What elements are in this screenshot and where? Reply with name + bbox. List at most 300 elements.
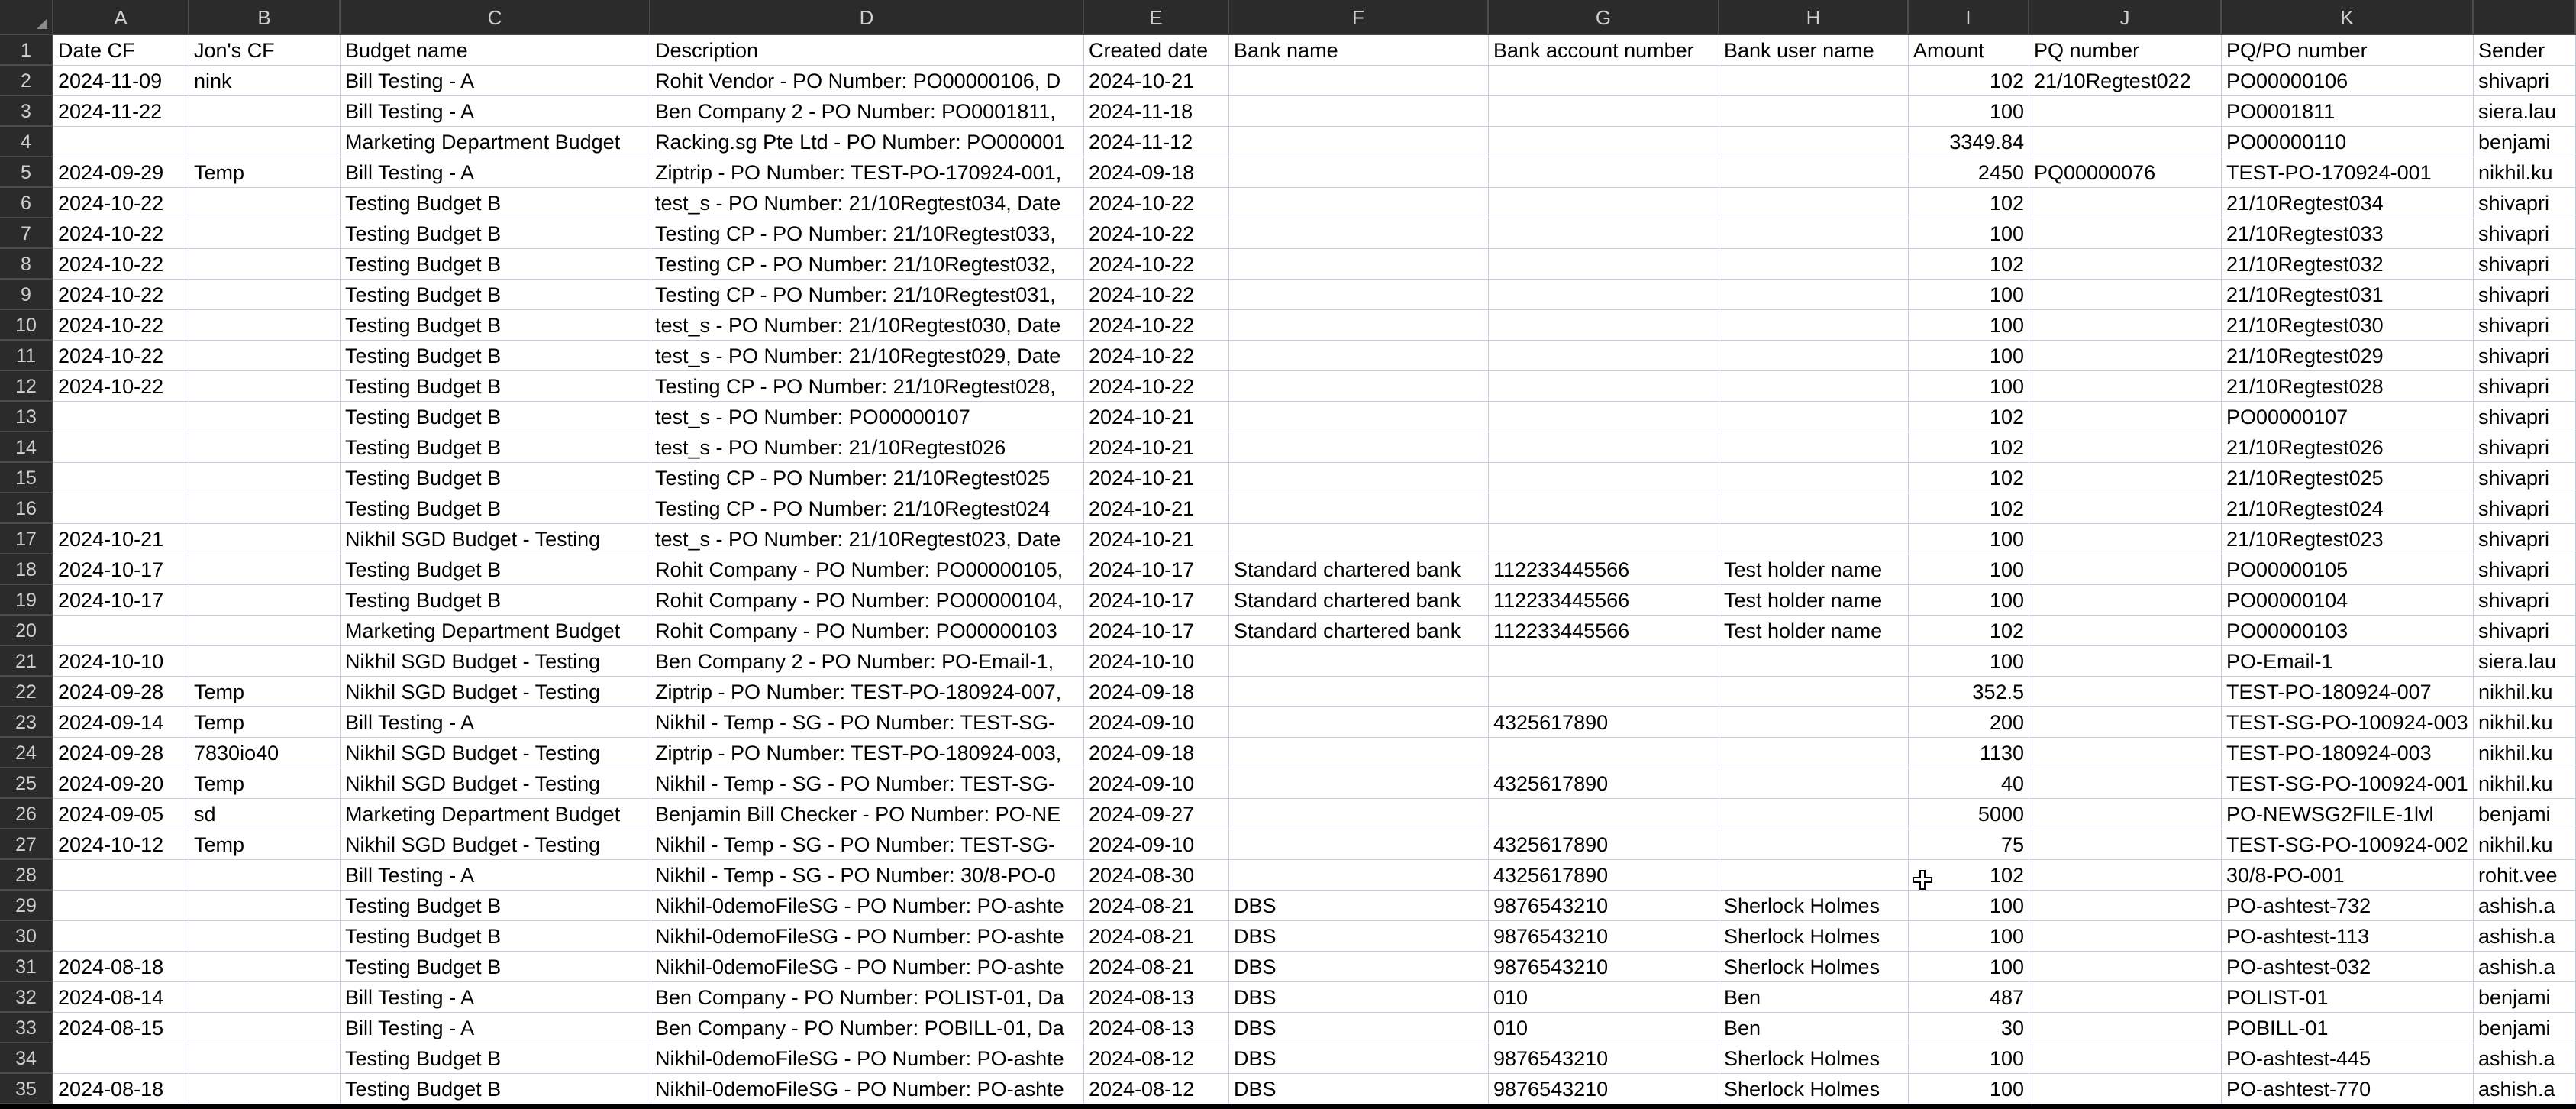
table-cell[interactable]: PO00000106: [2222, 66, 2474, 96]
table-cell[interactable]: PO00000103: [2222, 616, 2474, 646]
table-cell[interactable]: [1719, 402, 1909, 432]
table-cell[interactable]: 2024-08-15: [53, 1013, 189, 1043]
table-cell[interactable]: 2024-08-21: [1084, 921, 1229, 952]
row-header[interactable]: 27: [0, 829, 53, 860]
table-cell[interactable]: Ben Company 2 - PO Number: PO0001811,: [650, 96, 1084, 127]
table-cell[interactable]: siera.lau: [2474, 646, 2576, 677]
table-cell[interactable]: 2024-11-09: [53, 66, 189, 96]
table-cell[interactable]: [1229, 127, 1489, 157]
table-cell[interactable]: Nikhil SGD Budget - Testing: [341, 738, 650, 768]
table-cell[interactable]: [2029, 280, 2222, 310]
table-cell[interactable]: [2029, 860, 2222, 891]
table-cell[interactable]: Ben Company - PO Number: POBILL-01, Da: [650, 1013, 1084, 1043]
table-cell[interactable]: 100: [1909, 524, 2029, 554]
table-cell[interactable]: nikhil.ku: [2474, 677, 2576, 707]
table-cell[interactable]: shivapri: [2474, 310, 2576, 341]
header-cell[interactable]: Bank name: [1229, 35, 1489, 66]
header-cell[interactable]: Date CF: [53, 35, 189, 66]
table-cell[interactable]: Sherlock Holmes: [1719, 952, 1909, 982]
table-cell[interactable]: ashish.a: [2474, 952, 2576, 982]
table-cell[interactable]: test_s - PO Number: 21/10Regtest023, Date: [650, 524, 1084, 554]
table-cell[interactable]: [1489, 799, 1719, 829]
row-header[interactable]: 17: [0, 524, 53, 554]
table-cell[interactable]: Ben: [1719, 1013, 1909, 1043]
table-cell[interactable]: [1489, 157, 1719, 188]
table-cell[interactable]: [1719, 280, 1909, 310]
table-cell[interactable]: Temp: [189, 157, 341, 188]
row-header[interactable]: 9: [0, 280, 53, 310]
table-cell[interactable]: [2029, 371, 2222, 402]
table-cell[interactable]: shivapri: [2474, 432, 2576, 463]
table-cell[interactable]: 102: [1909, 463, 2029, 493]
table-cell[interactable]: [1229, 738, 1489, 768]
table-cell[interactable]: Nikhil SGD Budget - Testing: [341, 829, 650, 860]
table-cell[interactable]: ashish.a: [2474, 1074, 2576, 1104]
table-cell[interactable]: [1489, 677, 1719, 707]
table-cell[interactable]: 2024-10-22: [53, 371, 189, 402]
table-cell[interactable]: 2024-10-17: [53, 585, 189, 616]
table-cell[interactable]: [1489, 738, 1719, 768]
table-cell[interactable]: Nikhil - Temp - SG - PO Number: TEST-SG-: [650, 768, 1084, 799]
table-cell[interactable]: 30/8-PO-001: [2222, 860, 2474, 891]
column-header-h[interactable]: H: [1719, 0, 1909, 35]
table-cell[interactable]: Ziptrip - PO Number: TEST-PO-180924-003,: [650, 738, 1084, 768]
table-cell[interactable]: [1229, 677, 1489, 707]
table-cell[interactable]: 100: [1909, 891, 2029, 921]
table-cell[interactable]: 2024-09-14: [53, 707, 189, 738]
table-cell[interactable]: Testing Budget B: [341, 891, 650, 921]
header-cell[interactable]: Jon's CF: [189, 35, 341, 66]
table-cell[interactable]: TEST-PO-170924-001: [2222, 157, 2474, 188]
table-cell[interactable]: 3349.84: [1909, 127, 2029, 157]
table-cell[interactable]: ashish.a: [2474, 891, 2576, 921]
table-cell[interactable]: [53, 493, 189, 524]
table-cell[interactable]: 100: [1909, 1074, 2029, 1104]
table-cell[interactable]: shivapri: [2474, 341, 2576, 371]
table-cell[interactable]: [1489, 96, 1719, 127]
table-cell[interactable]: Testing Budget B: [341, 402, 650, 432]
table-cell[interactable]: 2024-10-22: [53, 188, 189, 218]
header-cell[interactable]: PQ/PO number: [2222, 35, 2474, 66]
table-cell[interactable]: 2024-10-17: [53, 554, 189, 585]
table-cell[interactable]: [1229, 493, 1489, 524]
table-cell[interactable]: [189, 280, 341, 310]
table-cell[interactable]: [1719, 249, 1909, 280]
table-cell[interactable]: 2024-10-21: [53, 524, 189, 554]
table-cell[interactable]: [1489, 310, 1719, 341]
table-cell[interactable]: Sherlock Holmes: [1719, 1043, 1909, 1074]
table-cell[interactable]: 102: [1909, 616, 2029, 646]
table-cell[interactable]: 21/10Regtest030: [2222, 310, 2474, 341]
table-cell[interactable]: DBS: [1229, 1074, 1489, 1104]
table-cell[interactable]: 352.5: [1909, 677, 2029, 707]
table-cell[interactable]: 2024-10-22: [53, 249, 189, 280]
table-cell[interactable]: [2029, 829, 2222, 860]
table-cell[interactable]: [189, 1074, 341, 1104]
table-cell[interactable]: 100: [1909, 310, 2029, 341]
table-cell[interactable]: 2024-09-29: [53, 157, 189, 188]
table-cell[interactable]: Rohit Company - PO Number: PO00000103: [650, 616, 1084, 646]
table-cell[interactable]: 2024-10-21: [1084, 66, 1229, 96]
table-cell[interactable]: [1489, 188, 1719, 218]
table-cell[interactable]: [2029, 1074, 2222, 1104]
table-cell[interactable]: [2029, 493, 2222, 524]
table-cell[interactable]: [189, 891, 341, 921]
table-cell[interactable]: Nikhil-0demoFileSG - PO Number: PO-ashte: [650, 921, 1084, 952]
table-cell[interactable]: 2024-10-22: [53, 310, 189, 341]
row-header[interactable]: 29: [0, 891, 53, 921]
table-cell[interactable]: Bill Testing - A: [341, 707, 650, 738]
table-cell[interactable]: 100: [1909, 280, 2029, 310]
table-cell[interactable]: [2029, 585, 2222, 616]
row-header[interactable]: 31: [0, 952, 53, 982]
table-cell[interactable]: 2024-09-10: [1084, 768, 1229, 799]
table-cell[interactable]: 2024-10-22: [1084, 280, 1229, 310]
column-header-d[interactable]: D: [650, 0, 1084, 35]
table-cell[interactable]: 010: [1489, 982, 1719, 1013]
table-cell[interactable]: [1719, 707, 1909, 738]
table-cell[interactable]: [189, 341, 341, 371]
table-cell[interactable]: Sherlock Holmes: [1719, 921, 1909, 952]
table-cell[interactable]: benjami: [2474, 127, 2576, 157]
table-cell[interactable]: [189, 554, 341, 585]
table-cell[interactable]: [1719, 493, 1909, 524]
table-cell[interactable]: 2024-08-13: [1084, 982, 1229, 1013]
table-cell[interactable]: [189, 402, 341, 432]
table-cell[interactable]: ashish.a: [2474, 1043, 2576, 1074]
table-cell[interactable]: shivapri: [2474, 371, 2576, 402]
column-header-l[interactable]: [2474, 0, 2576, 35]
table-cell[interactable]: 2024-10-22: [1084, 218, 1229, 249]
table-cell[interactable]: Marketing Department Budget: [341, 127, 650, 157]
table-cell[interactable]: Nikhil - Temp - SG - PO Number: 30/8-PO-0: [650, 860, 1084, 891]
table-cell[interactable]: [189, 371, 341, 402]
table-cell[interactable]: shivapri: [2474, 524, 2576, 554]
table-cell[interactable]: 2024-08-21: [1084, 891, 1229, 921]
table-cell[interactable]: 40: [1909, 768, 2029, 799]
table-cell[interactable]: 9876543210: [1489, 1074, 1719, 1104]
table-cell[interactable]: 102: [1909, 188, 2029, 218]
table-cell[interactable]: [1719, 96, 1909, 127]
table-cell[interactable]: [2029, 127, 2222, 157]
row-header[interactable]: 14: [0, 432, 53, 463]
table-cell[interactable]: Rohit Company - PO Number: PO00000105,: [650, 554, 1084, 585]
row-header[interactable]: 3: [0, 96, 53, 127]
table-cell[interactable]: 21/10Regtest034: [2222, 188, 2474, 218]
table-cell[interactable]: [1719, 371, 1909, 402]
table-cell[interactable]: 102: [1909, 249, 2029, 280]
table-cell[interactable]: 2024-10-22: [53, 280, 189, 310]
table-cell[interactable]: [2029, 554, 2222, 585]
header-cell[interactable]: Bank account number: [1489, 35, 1719, 66]
select-all-corner[interactable]: [0, 0, 53, 35]
table-cell[interactable]: Nikhil - Temp - SG - PO Number: TEST-SG-: [650, 707, 1084, 738]
table-cell[interactable]: [2029, 738, 2222, 768]
table-cell[interactable]: [2029, 310, 2222, 341]
table-cell[interactable]: 100: [1909, 371, 2029, 402]
header-cell[interactable]: Description: [650, 35, 1084, 66]
table-cell[interactable]: Testing Budget B: [341, 463, 650, 493]
table-cell[interactable]: test_s - PO Number: 21/10Regtest026: [650, 432, 1084, 463]
table-cell[interactable]: [2029, 616, 2222, 646]
table-cell[interactable]: test_s - PO Number: PO00000107: [650, 402, 1084, 432]
table-cell[interactable]: shivapri: [2474, 585, 2576, 616]
table-cell[interactable]: 100: [1909, 585, 2029, 616]
table-cell[interactable]: 2024-11-12: [1084, 127, 1229, 157]
table-cell[interactable]: [189, 1043, 341, 1074]
table-cell[interactable]: [2029, 768, 2222, 799]
table-cell[interactable]: shivapri: [2474, 616, 2576, 646]
table-cell[interactable]: Rohit Company - PO Number: PO00000104,: [650, 585, 1084, 616]
table-cell[interactable]: [1229, 66, 1489, 96]
table-cell[interactable]: shivapri: [2474, 66, 2576, 96]
table-cell[interactable]: 2024-10-21: [1084, 493, 1229, 524]
column-header-j[interactable]: J: [2029, 0, 2222, 35]
table-cell[interactable]: 9876543210: [1489, 952, 1719, 982]
table-cell[interactable]: [2029, 982, 2222, 1013]
table-cell[interactable]: Testing CP - PO Number: 21/10Regtest032,: [650, 249, 1084, 280]
table-cell[interactable]: 112233445566: [1489, 616, 1719, 646]
table-cell[interactable]: PO-ashtest-445: [2222, 1043, 2474, 1074]
table-cell[interactable]: [1719, 310, 1909, 341]
header-cell[interactable]: Amount: [1909, 35, 2029, 66]
table-cell[interactable]: Racking.sg Pte Ltd - PO Number: PO000001: [650, 127, 1084, 157]
table-cell[interactable]: [1719, 860, 1909, 891]
table-cell[interactable]: 2024-10-22: [1084, 310, 1229, 341]
table-cell[interactable]: [189, 249, 341, 280]
table-cell[interactable]: DBS: [1229, 982, 1489, 1013]
table-cell[interactable]: POBILL-01: [2222, 1013, 2474, 1043]
table-cell[interactable]: [189, 860, 341, 891]
table-cell[interactable]: Temp: [189, 829, 341, 860]
table-cell[interactable]: 1130: [1909, 738, 2029, 768]
table-cell[interactable]: PO00000104: [2222, 585, 2474, 616]
table-cell[interactable]: [1229, 96, 1489, 127]
table-cell[interactable]: PO00000107: [2222, 402, 2474, 432]
table-cell[interactable]: 2024-10-22: [1084, 371, 1229, 402]
table-cell[interactable]: 2024-09-20: [53, 768, 189, 799]
table-cell[interactable]: Testing Budget B: [341, 493, 650, 524]
table-cell[interactable]: 487: [1909, 982, 2029, 1013]
table-cell[interactable]: [1229, 157, 1489, 188]
table-cell[interactable]: [1229, 463, 1489, 493]
table-cell[interactable]: Nikhil-0demoFileSG - PO Number: PO-ashte: [650, 952, 1084, 982]
table-cell[interactable]: shivapri: [2474, 402, 2576, 432]
table-cell[interactable]: 21/10Regtest025: [2222, 463, 2474, 493]
row-header[interactable]: 20: [0, 616, 53, 646]
table-cell[interactable]: Marketing Department Budget: [341, 616, 650, 646]
table-cell[interactable]: benjami: [2474, 1013, 2576, 1043]
table-cell[interactable]: 2024-10-21: [1084, 524, 1229, 554]
table-cell[interactable]: [2029, 249, 2222, 280]
table-cell[interactable]: Nikhil SGD Budget - Testing: [341, 768, 650, 799]
table-cell[interactable]: [2029, 646, 2222, 677]
row-header[interactable]: 2: [0, 66, 53, 96]
table-cell[interactable]: [1489, 341, 1719, 371]
table-cell[interactable]: [1719, 127, 1909, 157]
table-cell[interactable]: PO00000105: [2222, 554, 2474, 585]
table-cell[interactable]: Testing Budget B: [341, 371, 650, 402]
table-cell[interactable]: Testing Budget B: [341, 921, 650, 952]
table-cell[interactable]: 21/10Regtest031: [2222, 280, 2474, 310]
table-cell[interactable]: 2024-08-18: [53, 952, 189, 982]
table-cell[interactable]: PO-ashtest-113: [2222, 921, 2474, 952]
table-cell[interactable]: [1719, 524, 1909, 554]
row-header[interactable]: 8: [0, 249, 53, 280]
table-cell[interactable]: Standard chartered bank: [1229, 554, 1489, 585]
table-cell[interactable]: [2029, 677, 2222, 707]
table-cell[interactable]: [1489, 493, 1719, 524]
table-cell[interactable]: 2024-08-12: [1084, 1074, 1229, 1104]
table-cell[interactable]: [2029, 799, 2222, 829]
table-cell[interactable]: [189, 982, 341, 1013]
table-cell[interactable]: Ziptrip - PO Number: TEST-PO-180924-007,: [650, 677, 1084, 707]
table-cell[interactable]: [1719, 341, 1909, 371]
table-cell[interactable]: Bill Testing - A: [341, 157, 650, 188]
table-cell[interactable]: [1489, 524, 1719, 554]
table-cell[interactable]: Testing Budget B: [341, 218, 650, 249]
table-cell[interactable]: 7830io40: [189, 738, 341, 768]
table-cell[interactable]: [1719, 738, 1909, 768]
table-cell[interactable]: [189, 127, 341, 157]
table-cell[interactable]: [189, 1013, 341, 1043]
table-cell[interactable]: [1229, 310, 1489, 341]
table-cell[interactable]: Testing Budget B: [341, 585, 650, 616]
table-cell[interactable]: 2024-10-10: [53, 646, 189, 677]
table-cell[interactable]: [1229, 829, 1489, 860]
table-cell[interactable]: [1719, 188, 1909, 218]
table-cell[interactable]: [1489, 280, 1719, 310]
table-cell[interactable]: nikhil.ku: [2474, 768, 2576, 799]
table-cell[interactable]: Standard chartered bank: [1229, 616, 1489, 646]
table-cell[interactable]: Bill Testing - A: [341, 982, 650, 1013]
table-cell[interactable]: [2029, 463, 2222, 493]
table-cell[interactable]: [1229, 768, 1489, 799]
table-cell[interactable]: [1489, 646, 1719, 677]
table-cell[interactable]: 2024-10-22: [1084, 188, 1229, 218]
table-cell[interactable]: Testing Budget B: [341, 280, 650, 310]
table-cell[interactable]: [189, 646, 341, 677]
table-cell[interactable]: [1229, 707, 1489, 738]
table-cell[interactable]: 2024-10-22: [1084, 249, 1229, 280]
table-cell[interactable]: [1719, 218, 1909, 249]
table-cell[interactable]: Rohit Vendor - PO Number: PO00000106, D: [650, 66, 1084, 96]
table-cell[interactable]: Nikhil - Temp - SG - PO Number: TEST-SG-: [650, 829, 1084, 860]
table-cell[interactable]: [1229, 371, 1489, 402]
table-cell[interactable]: 2024-10-10: [1084, 646, 1229, 677]
table-cell[interactable]: 2024-09-28: [53, 677, 189, 707]
table-cell[interactable]: [1229, 280, 1489, 310]
table-cell[interactable]: [189, 524, 341, 554]
table-cell[interactable]: [189, 310, 341, 341]
table-cell[interactable]: [1719, 677, 1909, 707]
header-cell[interactable]: PQ number: [2029, 35, 2222, 66]
table-cell[interactable]: Testing CP - PO Number: 21/10Regtest025: [650, 463, 1084, 493]
table-cell[interactable]: PO-Email-1: [2222, 646, 2474, 677]
table-cell[interactable]: [1229, 432, 1489, 463]
table-cell[interactable]: [1229, 249, 1489, 280]
table-cell[interactable]: [53, 463, 189, 493]
table-cell[interactable]: [1489, 432, 1719, 463]
table-cell[interactable]: 102: [1909, 402, 2029, 432]
row-header[interactable]: 11: [0, 341, 53, 371]
row-header[interactable]: 30: [0, 921, 53, 952]
table-cell[interactable]: 102: [1909, 493, 2029, 524]
table-cell[interactable]: [1229, 188, 1489, 218]
table-cell[interactable]: [1489, 402, 1719, 432]
table-cell[interactable]: benjami: [2474, 982, 2576, 1013]
table-cell[interactable]: 200: [1909, 707, 2029, 738]
table-cell[interactable]: Temp: [189, 707, 341, 738]
table-cell[interactable]: Test holder name: [1719, 585, 1909, 616]
table-cell[interactable]: 21/10Regtest028: [2222, 371, 2474, 402]
table-cell[interactable]: DBS: [1229, 891, 1489, 921]
column-header-g[interactable]: G: [1489, 0, 1719, 35]
column-header-c[interactable]: C: [341, 0, 650, 35]
table-cell[interactable]: 21/10Regtest023: [2222, 524, 2474, 554]
table-cell[interactable]: [2029, 96, 2222, 127]
table-cell[interactable]: Nikhil-0demoFileSG - PO Number: PO-ashte: [650, 891, 1084, 921]
table-cell[interactable]: nikhil.ku: [2474, 157, 2576, 188]
table-cell[interactable]: 2024-10-21: [1084, 402, 1229, 432]
table-cell[interactable]: 30: [1909, 1013, 2029, 1043]
table-cell[interactable]: TEST-SG-PO-100924-001: [2222, 768, 2474, 799]
row-header[interactable]: 35: [0, 1074, 53, 1104]
table-cell[interactable]: 21/10Regtest029: [2222, 341, 2474, 371]
table-cell[interactable]: 2024-09-27: [1084, 799, 1229, 829]
table-cell[interactable]: [1719, 463, 1909, 493]
table-cell[interactable]: PO-NEWSG2FILE-1lvl: [2222, 799, 2474, 829]
table-cell[interactable]: 4325617890: [1489, 829, 1719, 860]
table-cell[interactable]: TEST-PO-180924-007: [2222, 677, 2474, 707]
table-cell[interactable]: Test holder name: [1719, 554, 1909, 585]
row-header[interactable]: 19: [0, 585, 53, 616]
table-cell[interactable]: 21/10Regtest024: [2222, 493, 2474, 524]
row-header[interactable]: 1: [0, 35, 53, 66]
table-cell[interactable]: [1229, 524, 1489, 554]
table-cell[interactable]: [53, 432, 189, 463]
table-cell[interactable]: PO00000110: [2222, 127, 2474, 157]
row-header[interactable]: 13: [0, 402, 53, 432]
table-cell[interactable]: rohit.vee: [2474, 860, 2576, 891]
row-header[interactable]: 16: [0, 493, 53, 524]
table-cell[interactable]: 2024-10-17: [1084, 616, 1229, 646]
row-header[interactable]: 18: [0, 554, 53, 585]
table-cell[interactable]: [1229, 218, 1489, 249]
table-cell[interactable]: shivapri: [2474, 188, 2576, 218]
table-cell[interactable]: shivapri: [2474, 218, 2576, 249]
table-cell[interactable]: 102: [1909, 66, 2029, 96]
table-cell[interactable]: Testing CP - PO Number: 21/10Regtest028,: [650, 371, 1084, 402]
row-header[interactable]: 34: [0, 1043, 53, 1074]
table-cell[interactable]: [2029, 402, 2222, 432]
table-cell[interactable]: Nikhil SGD Budget - Testing: [341, 677, 650, 707]
table-cell[interactable]: Testing Budget B: [341, 554, 650, 585]
column-header-k[interactable]: K: [2222, 0, 2474, 35]
table-cell[interactable]: 100: [1909, 341, 2029, 371]
table-cell[interactable]: Testing Budget B: [341, 341, 650, 371]
table-cell[interactable]: [53, 616, 189, 646]
row-header[interactable]: 22: [0, 677, 53, 707]
table-cell[interactable]: [189, 952, 341, 982]
table-cell[interactable]: 100: [1909, 96, 2029, 127]
row-header[interactable]: 25: [0, 768, 53, 799]
table-cell[interactable]: Testing Budget B: [341, 310, 650, 341]
table-cell[interactable]: siera.lau: [2474, 96, 2576, 127]
header-cell[interactable]: Budget name: [341, 35, 650, 66]
row-header[interactable]: 28: [0, 860, 53, 891]
table-cell[interactable]: shivapri: [2474, 280, 2576, 310]
